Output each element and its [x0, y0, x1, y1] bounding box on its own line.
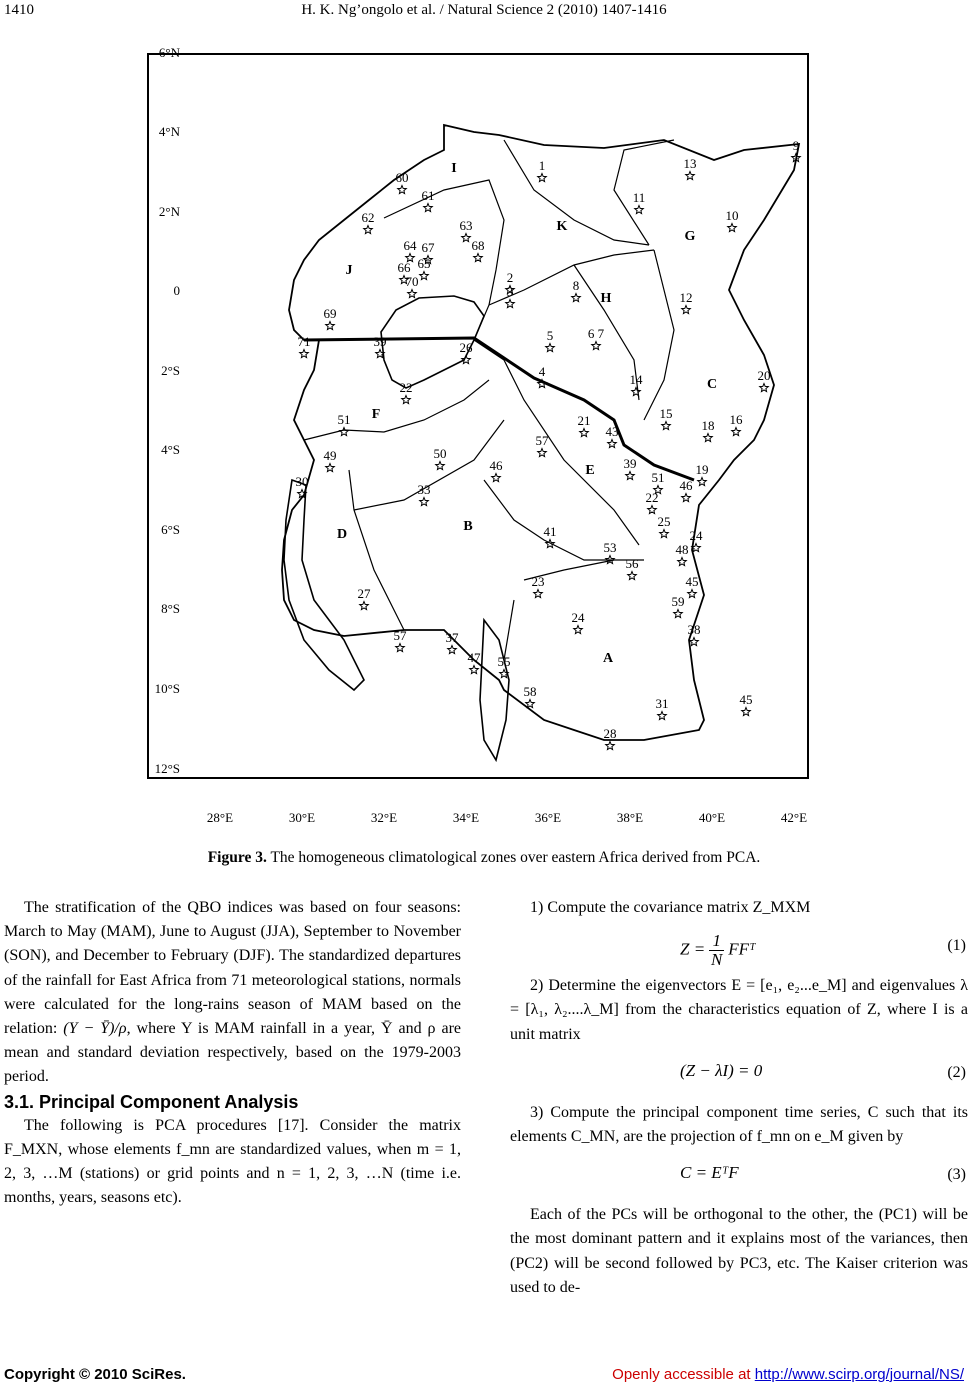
equation-2: (Z − λI) = 0 (2)	[510, 1051, 968, 1097]
caption-label: Figure 3.	[207, 849, 267, 866]
station-label: 18	[701, 418, 715, 433]
zone-label: J	[345, 263, 353, 278]
station-label: 15	[659, 406, 673, 421]
station-star-icon	[462, 234, 471, 242]
station-star-icon	[628, 572, 637, 580]
station-label: 62	[361, 210, 375, 225]
station-star-icon	[470, 666, 479, 674]
station-star-icon	[648, 506, 657, 514]
zone-label: H	[600, 291, 612, 306]
station-label: 56	[625, 556, 639, 571]
equation-number: (1)	[947, 937, 966, 955]
step-1: 1) Compute the covariance matrix Z_MXM	[530, 899, 811, 916]
station-label: 41	[543, 524, 557, 539]
station-label: 46	[489, 458, 503, 473]
station-label: 70	[405, 274, 419, 289]
zone-label: F	[371, 407, 381, 422]
station-label: 25	[657, 514, 671, 529]
station-star-icon	[448, 646, 457, 654]
station-label: 43	[605, 424, 619, 439]
station-label: 4	[538, 364, 546, 379]
journal-link[interactable]: http://www.scirp.org/journal/NS/	[754, 1366, 964, 1383]
station-label: 46	[679, 478, 693, 493]
zone-label: B	[463, 519, 473, 534]
station-label: 48	[675, 542, 689, 557]
station-label: 69	[323, 306, 337, 321]
lat-label: 12°S	[154, 761, 180, 776]
station-star-icon	[538, 449, 547, 457]
station-label: 26	[459, 340, 473, 355]
station-label: 24	[571, 610, 585, 625]
station-star-icon	[492, 474, 501, 482]
figure-caption	[0, 849, 968, 867]
station-label: 8	[572, 278, 580, 293]
station-star-icon	[742, 708, 751, 716]
station-label: 16	[729, 412, 743, 427]
station-star-icon	[674, 610, 683, 618]
longitude-axis	[207, 810, 807, 825]
equation-1: Z = $\frac{1}{N}$ FFᵀ (1)	[680, 931, 966, 970]
step-2: 2) Determine the eigenvectors E = [e₁, e₂...e_M] and eigenvalues λ = [λ₁, λ₂....λ_M] from the characteristics equation of Z, where I is a unit matrix	[510, 977, 968, 1043]
station-star-icon	[420, 498, 429, 506]
station-star-icon	[538, 174, 547, 182]
station-label: 22	[399, 380, 413, 395]
station-star-icon	[732, 428, 741, 436]
station-star-icon	[398, 186, 407, 194]
lat-label: 4°S	[161, 442, 180, 457]
station-label: 63	[459, 218, 473, 233]
zone-label: A	[602, 651, 614, 666]
station-star-icon	[660, 530, 669, 538]
paragraph-stratification: The stratification of the QBO indices was based on four seasons: March to May (MAM), June to August (JJA), September to November (SON), and December to February (DJF). The standardized departures of the rainfall for East Africa from 71 meteorological stations, normals were calculated for the long-rains season of MAM based on the relation: (Y − Ȳ)/ρ, where Y is MAM rainfall in a year, Ȳ and ρ are mean and standard deviation respectively, based on the 1979-2003 period.	[4, 899, 462, 1086]
lon-label: 30°E	[288, 810, 316, 825]
lon-label: 42°E	[780, 810, 808, 825]
station-label: 64	[403, 238, 417, 253]
station-star-icon	[546, 344, 555, 352]
station-star-icon	[396, 644, 405, 652]
lon-label: 32°E	[370, 810, 398, 825]
station-star-icon	[506, 300, 515, 308]
station-label: 59	[671, 594, 685, 609]
station-star-icon	[402, 396, 411, 404]
lon-label: 34°E	[452, 810, 480, 825]
station-label: 51	[337, 412, 351, 427]
station-star-icon	[632, 388, 641, 396]
station-star-icon	[360, 602, 369, 610]
station-label: 1	[538, 158, 546, 173]
zone-boundaries	[304, 140, 674, 660]
zone-label: G	[684, 229, 696, 244]
station-label: 49	[323, 448, 337, 463]
station-star-icon	[474, 254, 483, 262]
station-label: 33	[417, 482, 431, 497]
station-label: 57	[393, 628, 407, 643]
station-label: 21	[577, 413, 591, 428]
station-star-icon	[572, 294, 581, 302]
station-star-icon	[462, 356, 471, 364]
station-label: 45	[739, 692, 753, 707]
lon-label: 36°E	[534, 810, 562, 825]
step-3: 3) Compute the principal component time series, C such that its elements C_MN, are the projection of f_mn on e_M given by	[510, 1103, 968, 1146]
station-label: 5	[546, 328, 554, 343]
latitude-axis	[155, 45, 181, 776]
station-label: 71	[297, 334, 311, 349]
station-star-icon	[592, 342, 601, 350]
zone-map-figure	[144, 40, 824, 840]
lon-label: 38°E	[616, 810, 644, 825]
station-label: 57	[535, 433, 549, 448]
station-label: 10	[725, 208, 739, 223]
station-star-icon	[408, 290, 417, 298]
station-star-icon	[760, 384, 769, 392]
station-label: 19	[695, 462, 709, 477]
station-star-icon	[424, 204, 433, 212]
station-label: 38	[687, 622, 701, 637]
station-label: 14	[629, 372, 643, 387]
zone-label: C	[706, 377, 718, 392]
station-label: 45	[685, 574, 699, 589]
station-label: 27	[357, 586, 371, 601]
relation-formula: (Y − Ȳ)/ρ	[63, 1020, 127, 1038]
equation-number: (2)	[947, 1063, 966, 1081]
station-label: 60	[395, 170, 409, 185]
station-label: 55	[497, 654, 511, 669]
station-star-icon	[436, 462, 445, 470]
station-label: 37	[445, 630, 459, 645]
station-star-icon	[420, 272, 429, 280]
page-number: 1410	[4, 2, 34, 18]
lat-label: 0	[173, 283, 180, 298]
equation-number: (3)	[947, 1166, 966, 1184]
station-label: 20	[757, 368, 771, 383]
station-label: 68	[471, 238, 485, 253]
lat-label: 6°S	[161, 522, 180, 537]
lat-label: 2°S	[161, 363, 180, 378]
station-label: 13	[683, 156, 697, 171]
equation-3: C = EᵀF (3)	[510, 1153, 968, 1199]
station-star-icon	[728, 224, 737, 232]
station-label: 61	[421, 188, 435, 203]
open-access-note: Openly accessible at http://www.scirp.org/journal/NS/	[612, 1366, 964, 1383]
caption-text: The homogeneous climatological zones over eastern Africa derived from PCA.	[270, 849, 761, 866]
lat-label: 8°S	[161, 601, 180, 616]
station-star-icon	[688, 590, 697, 598]
station-star-icon	[606, 742, 615, 750]
station-label: 12	[679, 290, 693, 305]
station-star-icon	[626, 472, 635, 480]
station-label: 39	[623, 456, 637, 471]
station-label: 11	[632, 190, 646, 205]
station-star-icon	[658, 712, 667, 720]
page-footer	[0, 1366, 968, 1388]
lake-tanganyika	[284, 480, 364, 690]
station-star-icon	[704, 434, 713, 442]
station-label: 67	[421, 240, 435, 255]
zone-label: I	[451, 161, 457, 176]
station-label: 2	[506, 270, 514, 285]
station-star-icon	[534, 590, 543, 598]
station-label: 23	[531, 574, 545, 589]
station-label: 6 7	[587, 326, 605, 341]
station-star-icon	[682, 306, 691, 314]
right-column	[510, 896, 968, 1300]
lon-label: 40°E	[698, 810, 726, 825]
left-column	[4, 896, 461, 1210]
station-star-icon	[698, 478, 707, 486]
station-label: 50	[433, 446, 447, 461]
lon-label: 28°E	[206, 810, 234, 825]
running-title: H. K. Ng’ongolo et al. / Natural Science 2 (2010) 1407-1416	[301, 2, 667, 18]
station-star-icon	[326, 322, 335, 330]
station-label: 9	[792, 138, 800, 153]
station-star-icon	[340, 428, 349, 436]
station-label: 39	[373, 334, 387, 349]
lat-label: 4°N	[158, 124, 180, 139]
station-star-icon	[635, 206, 644, 214]
paragraph-pca-procedure: The following is PCA procedures [17]. Consider the matrix F_MXN, whose elements f_mn are standardized values, when m = 1, 2, 3, …M (stations) or grid points and n = 1, 2, 3, …N (time i.e. months, years, seasons etc).	[4, 1116, 461, 1207]
station-label: 22	[645, 490, 659, 505]
station-label: 65	[417, 256, 431, 271]
station-star-icon	[690, 638, 699, 646]
lat-label: 2°N	[158, 204, 180, 219]
station-star-icon	[678, 558, 687, 566]
zone-label: E	[585, 463, 595, 478]
station-label: 28	[603, 726, 617, 741]
station-label: 3	[506, 284, 514, 299]
station-label: 66	[397, 260, 411, 275]
station-star-icon	[682, 494, 691, 502]
page-header	[0, 0, 968, 26]
station-star-icon	[574, 626, 583, 634]
station-label: 58	[523, 684, 537, 699]
station-star-icon	[326, 464, 335, 472]
section-heading: 3.1. Principal Component Analysis	[4, 1091, 299, 1112]
paragraph-pc-orthogonal: Each of the PCs will be orthogonal to the other, the (PC1) will be the most dominant pattern and it explains most of the variances, then (PC2) will be second followed by PC3, etc. The Kaiser criterion was used to de-	[510, 1206, 968, 1296]
station-label: 30	[295, 474, 309, 489]
station-label: 51	[651, 470, 665, 485]
station-star-icon	[686, 172, 695, 180]
zone-label: D	[336, 527, 348, 542]
station-label: 53	[603, 540, 617, 555]
lat-label: 6°N	[158, 45, 180, 60]
station-star-icon	[364, 226, 373, 234]
station-star-icon	[662, 422, 671, 430]
station-label: 31	[655, 696, 669, 711]
copyright: Copyright © 2010 SciRes.	[4, 1366, 186, 1383]
station-label: 24	[689, 528, 703, 543]
station-markers	[296, 138, 801, 750]
station-star-icon	[580, 429, 589, 437]
station-star-icon	[608, 440, 617, 448]
station-star-icon	[300, 350, 309, 358]
lat-label: 10°S	[154, 681, 180, 696]
station-label: 47	[467, 650, 481, 665]
zone-label: K	[556, 219, 568, 234]
